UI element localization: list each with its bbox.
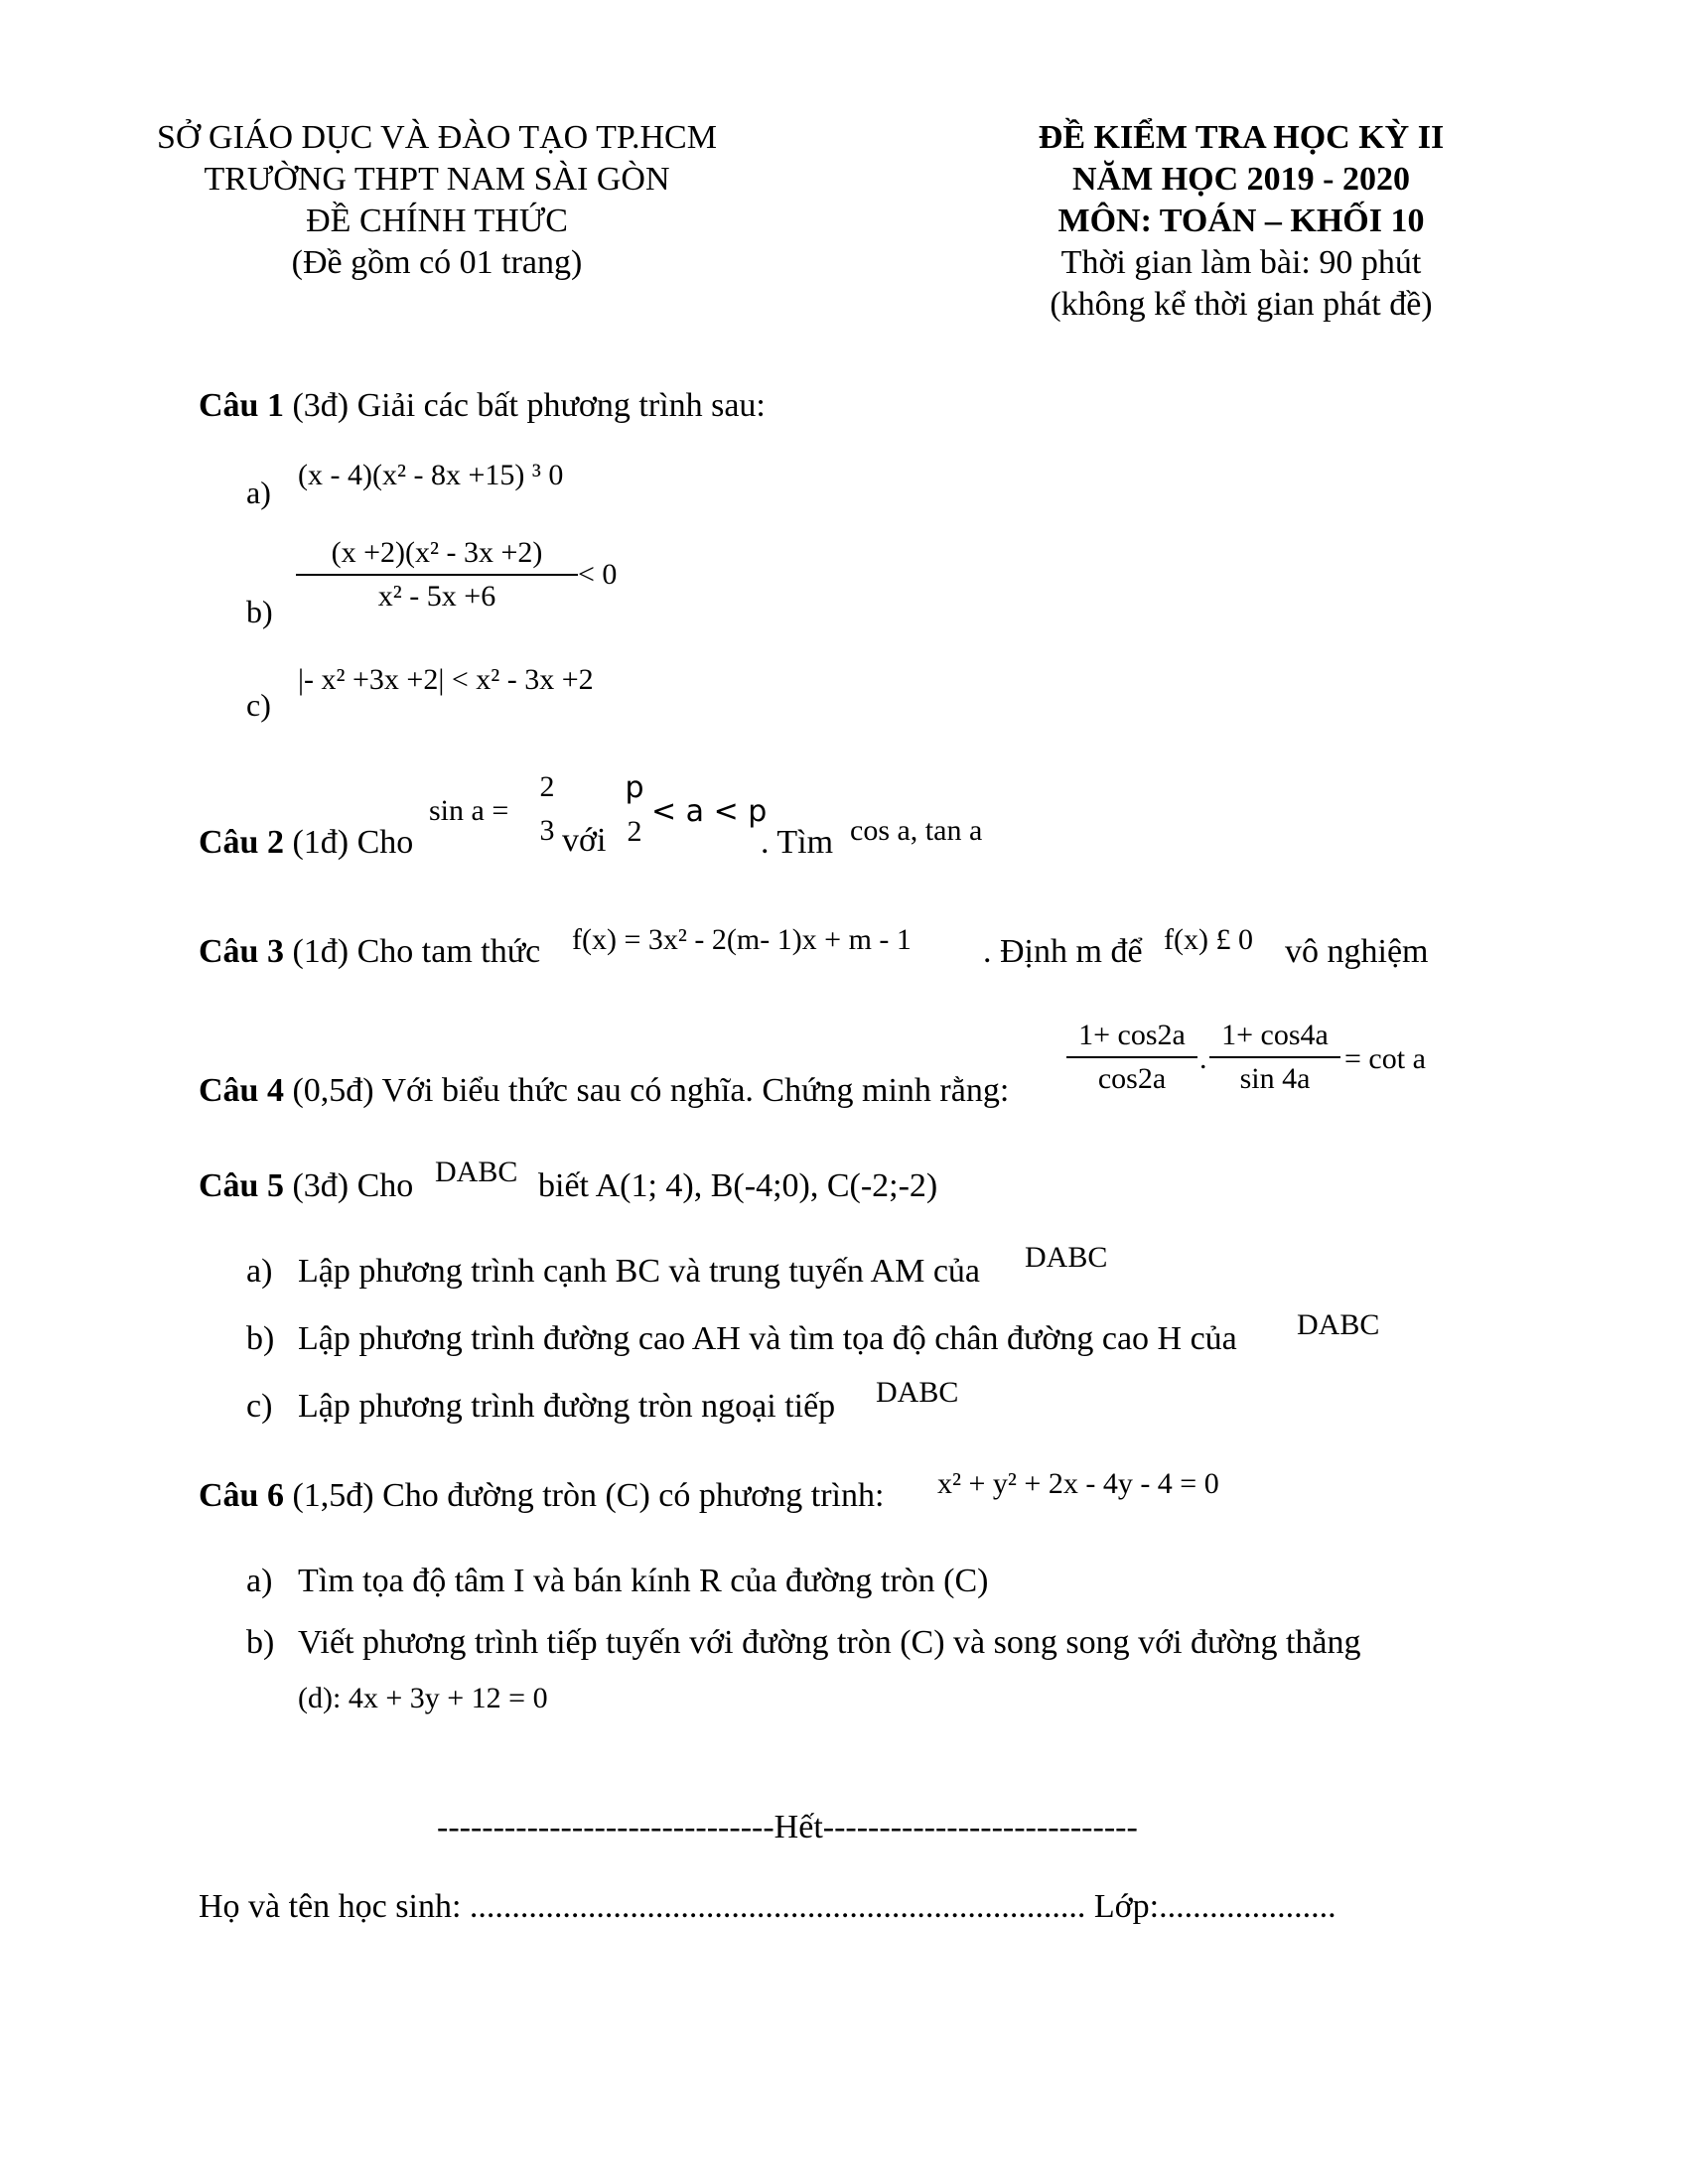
q2-with: với (562, 822, 607, 859)
q6-a-label: a) (246, 1563, 273, 1599)
q2-frac1-numerator: 2 (539, 770, 555, 803)
question-3 (199, 933, 540, 971)
q5-given: biết A(1; 4), B(-4;0), C(-2;-2) (538, 1167, 938, 1204)
question-1-text: (3đ) Giải các bất phương trình sau: (283, 387, 766, 424)
end-marker: ------------------------------Hết---------------------------- (437, 1809, 1138, 1845)
school-name: TRƯỜNG THPT NAM SÀI GÒN (204, 161, 670, 198)
school-year: NĂM HỌC 2019 - 2020 (1072, 161, 1410, 198)
q5-b-label: b) (246, 1320, 275, 1357)
q1-b-label: b) (246, 594, 273, 629)
exam-title: ĐỀ KIỂM TRA HỌC KỲ II (1038, 119, 1445, 156)
question-3-text: (1đ) Cho tam thức (283, 933, 541, 970)
q5-b-triangle: DABC (1297, 1308, 1380, 1341)
department-name: SỞ GIÁO DỤC VÀ ĐÀO TẠO TP.HCM (157, 119, 717, 156)
q4-fraction-1 (1066, 1019, 1197, 1096)
q6-circle-equation: x² + y² + 2x - 4y - 4 = 0 (937, 1467, 1219, 1500)
q4-dot: . (1199, 1042, 1207, 1075)
q1-a-label: a) (246, 475, 271, 510)
student-info-line: Họ và tên học sinh: ......................................................................... Lớp:..................... (199, 1888, 1336, 1925)
q2-fraction-1 (532, 770, 562, 848)
q5-b-text: Lập phương trình đường cao AH và tìm tọa độ chân đường cao H của (298, 1320, 1237, 1357)
question-5-text: (3đ) Cho (283, 1167, 414, 1204)
subject: MÔN: TOÁN – KHỐI 10 (1057, 203, 1425, 239)
q4-frac2-numerator: 1+ cos4a (1221, 1019, 1329, 1051)
question-2 (199, 824, 413, 862)
question-4-text: (0,5đ) Với biểu thức sau có nghĩa. Chứng minh rằng: (283, 1072, 1010, 1109)
fraction-bar (1066, 1056, 1197, 1058)
q2-find-label: . Tìm (761, 824, 834, 861)
q4-frac1-denominator: cos2a (1097, 1062, 1167, 1095)
q6-b-label: b) (246, 1624, 275, 1661)
q4-rhs: = cot a (1344, 1042, 1426, 1075)
q6-a-text: Tìm tọa độ tâm I và bán kính R của đường tròn (C) (298, 1563, 989, 1599)
question-4 (199, 1072, 1009, 1110)
q5-a-text: Lập phương trình cạnh BC và trung tuyến AM của (298, 1253, 981, 1290)
q2-find-target: cos a, tan a (850, 814, 983, 847)
q2-frac1-denominator: 3 (539, 814, 555, 847)
question-6 (199, 1477, 884, 1515)
official-label: ĐỀ CHÍNH THỨC (306, 203, 568, 239)
q1-c-expr: |- x² +3x +2| < x² - 3x +2 (298, 663, 594, 696)
q1-b-denominator: x² - 5x +6 (377, 580, 496, 613)
header-left (119, 117, 755, 284)
q3-trinomial: f(x) = 3x² - 2(m- 1)x + m - 1 (572, 923, 912, 956)
q5-c-text: Lập phương trình đường tròn ngoại tiếp (298, 1388, 836, 1425)
q4-frac1-numerator: 1+ cos2a (1078, 1019, 1186, 1051)
q5-a-triangle: DABC (1025, 1241, 1108, 1274)
q6-line-equation: (d): 4x + 3y + 12 = 0 (298, 1682, 548, 1714)
q2-frac2-denominator: 2 (627, 815, 642, 848)
fraction-bar (296, 574, 578, 576)
q5-a-label: a) (246, 1253, 273, 1290)
q6-b-text: Viết phương trình tiếp tuyến với đường tròn (C) và song song với đường thẳng (298, 1624, 1361, 1661)
q4-fraction-2 (1209, 1019, 1340, 1096)
duration: Thời gian làm bài: 90 phút (1060, 244, 1422, 281)
page-count: (Đề gồm có 01 trang) (291, 244, 583, 281)
q1-a-expr: (x - 4)(x² - 8x +15) ³ 0 (298, 459, 564, 491)
question-6-text: (1,5đ) Cho đường tròn (C) có phương trình: (283, 1477, 885, 1514)
q1-b-numerator: (x +2)(x² - 3x +2) (331, 536, 543, 569)
question-1-label: Câu 1 (199, 387, 284, 424)
question-4-label: Câu 4 (199, 1072, 284, 1109)
fraction-bar (532, 808, 562, 810)
question-2-text: (1đ) Cho (283, 824, 414, 861)
q2-fraction-2 (620, 770, 649, 849)
q2-frac2-numerator: p (625, 770, 644, 805)
q3-end-text: vô nghiệm (1285, 933, 1429, 970)
q2-sin-lhs: sin a = (429, 794, 509, 827)
q1-b-fraction (296, 536, 578, 614)
question-1 (199, 387, 766, 425)
q2-range: < a < p (651, 794, 768, 829)
q5-triangle: DABC (435, 1156, 518, 1188)
question-6-label: Câu 6 (199, 1477, 284, 1514)
q4-frac2-denominator: sin 4a (1239, 1062, 1311, 1095)
question-5 (199, 1167, 413, 1205)
question-3-label: Câu 3 (199, 933, 284, 970)
q3-condition: f(x) £ 0 (1164, 923, 1253, 956)
q5-c-label: c) (246, 1388, 273, 1425)
fraction-bar (1209, 1056, 1340, 1058)
question-5-label: Câu 5 (199, 1167, 284, 1204)
header-right (993, 117, 1489, 326)
fraction-bar (620, 809, 649, 811)
q5-c-triangle: DABC (876, 1376, 959, 1409)
q3-condition-text: . Định m để (983, 933, 1143, 970)
q1-b-relation: < 0 (578, 558, 618, 591)
q1-c-label: c) (246, 687, 271, 723)
question-2-label: Câu 2 (199, 824, 284, 861)
duration-note: (không kể thời gian phát đề) (1050, 286, 1433, 323)
